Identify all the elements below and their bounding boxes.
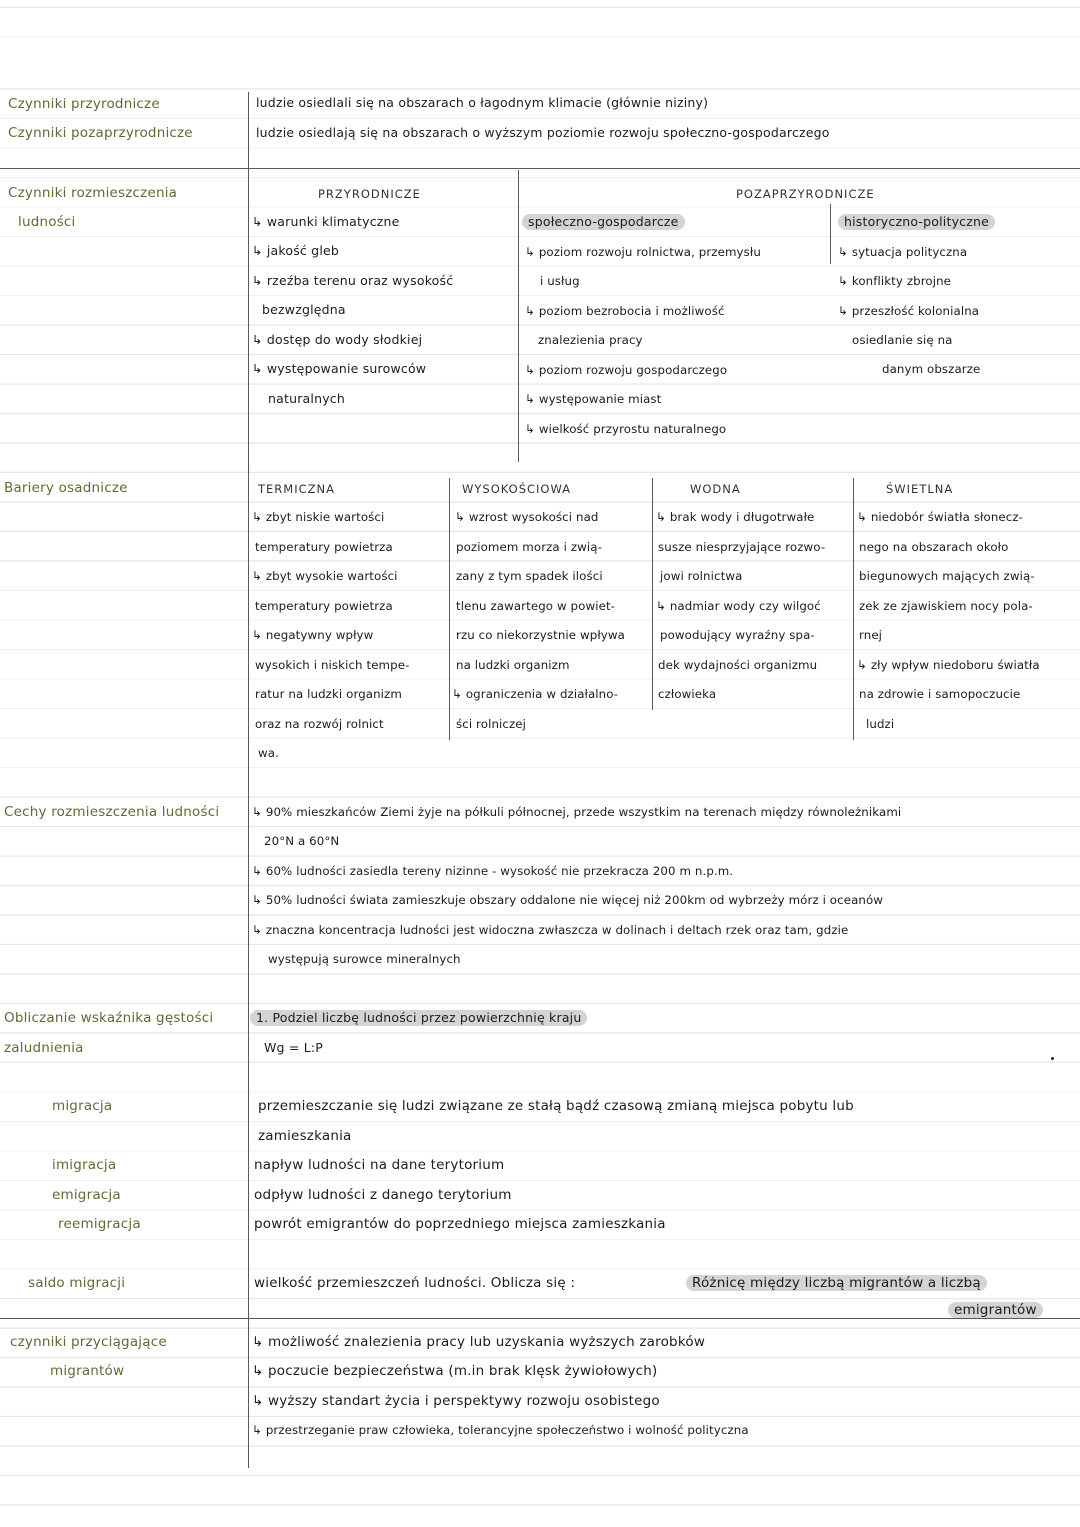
- barriers-subdivider: [853, 478, 854, 740]
- socio-economic-header: społeczno-gospodarcze: [522, 214, 685, 230]
- thermal-item: ↳ zbyt wysokie wartości: [252, 569, 398, 583]
- light-item: nego na obszarach około: [859, 540, 1009, 554]
- imigracja-definition: napływ ludności na dane terytorium: [254, 1157, 505, 1173]
- light-item: na zdrowie i samopoczucie: [859, 687, 1021, 701]
- water-header: WODNA: [690, 482, 741, 496]
- feature-item: występują surowce mineralnych: [268, 952, 461, 966]
- water-item: ↳ brak wody i długotrwałe: [656, 510, 815, 524]
- migracja-definition: przemieszczanie się ludzi związane ze stałą bądź czasową zmianą miejsca pobytu lub: [258, 1098, 854, 1114]
- attracting-label: migrantów: [50, 1363, 125, 1379]
- imigracja-label: imigracja: [52, 1157, 117, 1173]
- non-natural-factors-text: ludzie osiedlają się na obszarach o wyższym poziomie rozwoju społeczno-gospodarczego: [256, 125, 830, 140]
- natural-factors-label: Czynniki przyrodnicze: [8, 96, 160, 112]
- feature-item: ↳ 90% mieszkańców Ziemi żyje na półkuli północnej, przede wszystkim na terenach między równoleżnikami: [252, 805, 902, 819]
- attracting-item: ↳ przestrzeganie praw człowieka, tolerancyjne społeczeństwo i wolność polityczna: [252, 1423, 749, 1437]
- natural-item: ↳ dostęp do wody słodkiej: [252, 332, 423, 347]
- distribution-factors-label: ludności: [18, 214, 76, 230]
- water-item: jowi rolnictwa: [660, 569, 743, 583]
- water-item: człowieka: [658, 687, 717, 701]
- attracting-label: czynniki przyciągające: [10, 1334, 167, 1350]
- altitude-item: tlenu zawartego w powiet-: [456, 599, 616, 613]
- emigracja-definition: odpływ ludności z danego terytorium: [254, 1187, 512, 1203]
- barriers-label: Bariery osadnicze: [4, 480, 128, 496]
- hist-item: ↳ przeszłość kolonialna: [838, 304, 980, 318]
- thermal-item: temperatury powietrza: [255, 540, 393, 554]
- hist-item: ↳ konflikty zbrojne: [838, 274, 952, 288]
- density-label: Obliczanie wskaźnika gęstości: [4, 1010, 214, 1026]
- hist-item: ↳ sytuacja polityczna: [838, 245, 968, 259]
- light-item: ludzi: [866, 717, 895, 731]
- feature-item: ↳ 60% ludności zasiedla tereny nizinne - wysokość nie przekracza 200 m n.p.m.: [252, 864, 734, 878]
- historical-political-header: historyczno-polityczne: [838, 214, 995, 230]
- socio-item: ↳ występowanie miast: [525, 392, 662, 406]
- feature-item: 20°N a 60°N: [264, 834, 340, 848]
- altitude-item: ści rolniczej: [456, 717, 527, 731]
- altitude-item: ↳ wzrost wysokości nad: [455, 510, 599, 524]
- migracja-definition: zamieszkania: [258, 1128, 352, 1144]
- factors-subdivider: [518, 170, 519, 462]
- natural-item: naturalnych: [268, 391, 345, 406]
- socio-item: i usług: [540, 274, 580, 288]
- thermal-item: temperatury powietrza: [255, 599, 393, 613]
- socio-item: ↳ poziom bezrobocia i możliwość: [525, 304, 725, 318]
- section-divider: [0, 168, 1080, 169]
- thermal-item: oraz na rozwój rolnict: [255, 717, 384, 731]
- emigracja-label: emigracja: [52, 1187, 121, 1203]
- natural-item: ↳ warunki klimatyczne: [252, 214, 400, 229]
- density-label: zaludnienia: [4, 1040, 84, 1056]
- barriers-subdivider: [652, 478, 653, 710]
- natural-header: PRZYRODNICZE: [318, 187, 421, 201]
- density-formula: Wg = L:P: [264, 1040, 324, 1055]
- water-item: susze niesprzyjające rozwo-: [658, 540, 826, 554]
- thermal-item: ↳ zbyt niskie wartości: [252, 510, 385, 524]
- main-column-divider: [248, 92, 249, 1468]
- light-item: rnej: [859, 628, 883, 642]
- altitude-item: rzu co niekorzystnie wpływa: [456, 628, 625, 642]
- water-item: ↳ nadmiar wody czy wilgoć: [656, 599, 821, 613]
- thermal-item: wysokich i niskich tempe-: [255, 658, 410, 672]
- natural-item: ↳ rzeźba terenu oraz wysokość: [252, 273, 454, 288]
- feature-item: ↳ znaczna koncentracja ludności jest widoczna zwłaszcza w dolinach i deltach rzek oraz tam, gdzie: [252, 923, 849, 937]
- altitude-header: WYSOKOŚCIOWA: [462, 482, 572, 496]
- section-divider: [0, 1318, 1080, 1319]
- non-natural-header: POZAPRZYRODNICZE: [736, 187, 875, 201]
- feature-item: ↳ 50% ludności świata zamieszkuje obszary oddalone nie więcej niż 200km od wybrzeży mórz i oceanów: [252, 893, 884, 907]
- light-header: ŚWIETLNA: [886, 482, 954, 496]
- altitude-item: na ludzki organizm: [456, 658, 570, 672]
- thermal-item: wa.: [258, 746, 279, 760]
- socio-item: znalezienia pracy: [538, 333, 643, 347]
- non-natural-factors-label: Czynniki pozaprzyrodnicze: [8, 125, 193, 141]
- light-item: ↳ niedobór światła słonecz-: [857, 510, 1024, 524]
- natural-item: ↳ jakość gleb: [252, 243, 340, 258]
- saldo-label: saldo migracji: [28, 1275, 126, 1291]
- barriers-subdivider: [449, 478, 450, 740]
- altitude-item: poziomem morza i zwią-: [456, 540, 602, 554]
- light-item: ↳ zły wpływ niedoboru światła: [857, 658, 1040, 672]
- hist-item: danym obszarze: [882, 362, 981, 376]
- hist-item: osiedlanie się na: [852, 333, 953, 347]
- socio-item: ↳ wielkość przyrostu naturalnego: [525, 422, 727, 436]
- altitude-item: zany z tym spadek ilości: [456, 569, 603, 583]
- thermal-header: TERMICZNA: [258, 482, 335, 496]
- attracting-item: ↳ wyższy standart życia i perspektywy rozwoju osobistego: [252, 1393, 660, 1409]
- light-item: biegunowych mających zwią-: [859, 569, 1035, 583]
- attracting-item: ↳ poczucie bezpieczeństwa (m.in brak klęsk żywiołowych): [252, 1363, 658, 1379]
- natural-item: ↳ występowanie surowców: [252, 361, 427, 376]
- migracja-label: migracja: [52, 1098, 113, 1114]
- attracting-item: ↳ możliwość znalezienia pracy lub uzyskania wyższych zarobków: [252, 1334, 706, 1350]
- thermal-item: ratur na ludzki organizm: [255, 687, 402, 701]
- natural-item: bezwzględna: [262, 302, 346, 317]
- socio-item: ↳ poziom rozwoju gospodarczego: [525, 363, 728, 377]
- thermal-item: ↳ negatywny wpływ: [252, 628, 374, 642]
- saldo-highlight: emigrantów: [948, 1302, 1043, 1318]
- distribution-factors-label: Czynniki rozmieszczenia: [8, 185, 178, 201]
- light-item: zek ze zjawiskiem nocy pola-: [859, 599, 1033, 613]
- saldo-highlight: Różnicę między liczbą migrantów a liczbą: [686, 1275, 987, 1291]
- water-item: dek wydajności organizmu: [658, 658, 818, 672]
- reemigracja-label: reemigracja: [58, 1216, 141, 1232]
- features-label: Cechy rozmieszczenia ludności: [4, 804, 220, 820]
- factors-subdivider: [830, 204, 831, 264]
- altitude-item: ↳ ograniczenia w działalno-: [452, 687, 619, 701]
- natural-factors-text: ludzie osiedlali się na obszarach o łagodnym klimacie (głównie niziny): [256, 95, 709, 110]
- dot-mark: [1051, 1057, 1054, 1060]
- socio-item: ↳ poziom rozwoju rolnictwa, przemysłu: [525, 245, 761, 259]
- reemigracja-definition: powrót emigrantów do poprzedniego miejsca zamieszkania: [254, 1216, 666, 1232]
- saldo-definition: wielkość przemieszczeń ludności. Oblicza się :: [254, 1275, 576, 1291]
- water-item: powodujący wyraźny spa-: [660, 628, 815, 642]
- density-step: 1. Podziel liczbę ludności przez powierzchnię kraju: [250, 1010, 587, 1026]
